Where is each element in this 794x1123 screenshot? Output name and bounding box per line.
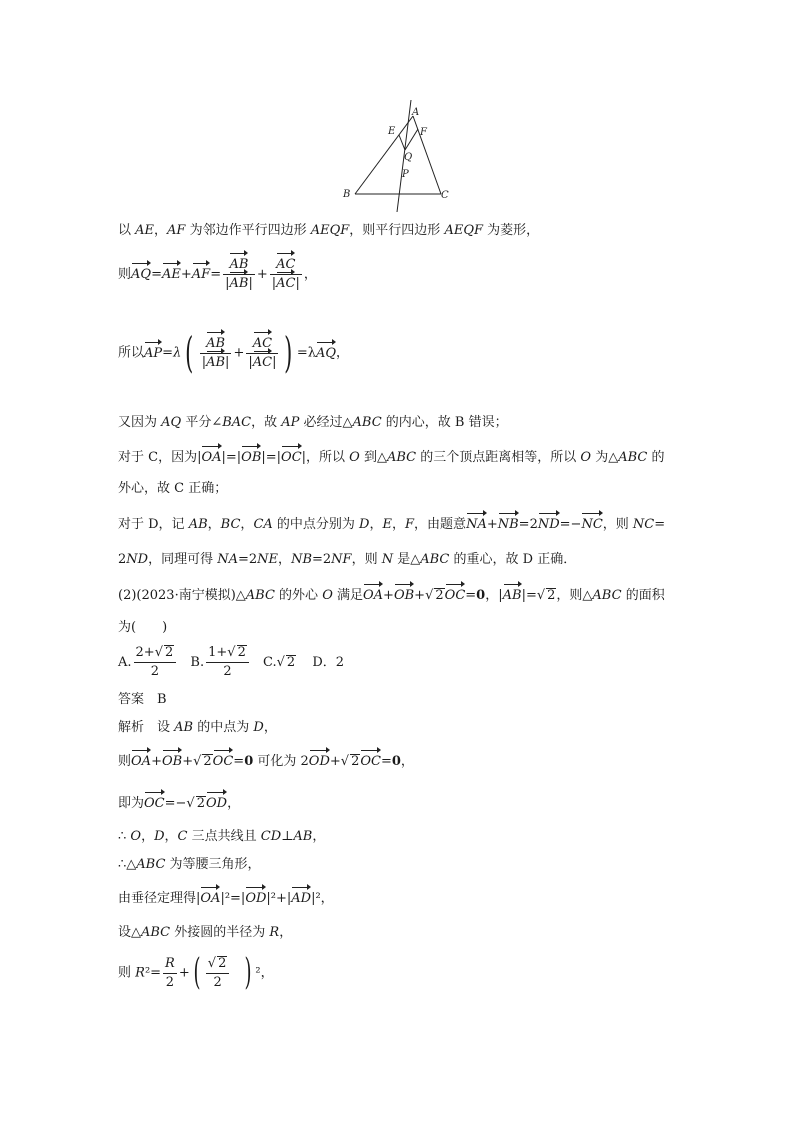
edge-eq — [399, 135, 405, 150]
side-ac — [413, 116, 441, 194]
option-b[interactable]: B. $\frac{1+√ 2}{2}$ — [190, 655, 250, 670]
label-e: E — [388, 126, 396, 137]
solution-line-3: 即为OC=−√ 2OD， — [118, 796, 241, 811]
solution-line-7: 设△ABC 外接圆的半径为 R， — [118, 925, 293, 940]
line-8: 2ND，同理可得 NA=2NE，NB=2NF，则 N 是△ABC 的重心，故 D 正确． — [118, 552, 577, 567]
solution-line-4: ∴ O，D，C 三点共线且 CD⊥AB， — [118, 829, 326, 844]
option-d[interactable]: D．2 — [312, 655, 345, 670]
fraction-ac: $\frac{AC}{|AC|}$ — [271, 257, 300, 291]
answer-line: 答案 B — [118, 692, 167, 707]
line-6: 外心，故 C 正确； — [118, 481, 228, 496]
label-q: Q — [404, 152, 413, 163]
label-f: F — [420, 127, 427, 138]
solution-line-1: 解析 设 AB 的中点为 D， — [118, 720, 277, 735]
label-a: A — [412, 107, 420, 118]
line-2-equation: 则AQ=AE+AF= $\frac{AB}{|AB|}$ + $\frac{AC}{|AC|}$ ， — [118, 257, 317, 291]
line-1: 以 AE，AF 为邻边作平行四边形 AEQF，则平行四边形 AEQF 为菱形， — [118, 223, 540, 238]
line-5: 对于 C，因为|OA|=|OB|=|OC|，所以 O 到△ABC 的三个顶点距离相等，所以 O 为△ABC 的 — [118, 450, 665, 465]
label-c: C — [441, 190, 449, 201]
solution-line-2: 则OA+OB+√ 2OC=0 可化为 2OD+√ 2OC=0， — [118, 754, 414, 769]
question-stem: (2)(2023·南宁模拟)△ABC 的外心 O 满足OA+OB+√ 2OC=0，|AB|=√ 2，则△ABC 的面积 — [118, 588, 665, 603]
fraction-ab: $\frac{AB}{|AB|}$ — [225, 257, 253, 291]
option-a[interactable]: A. $\frac{2+√ 2}{2}$ — [118, 655, 178, 670]
triangle-figure — [340, 98, 460, 216]
line-4: 又因为 AQ 平分∠BAC，故 AP 必经过△ABC 的内心，故 B 错误； — [118, 415, 508, 430]
solution-line-6: 由垂径定理得|OA|²=|OD|²+|AD|²， — [118, 891, 334, 906]
line-7: 对于 D，记 AB，BC，CA 的中点分别为 D，E，F，由题意NA+NB=2ND=−NC，则 NC= — [118, 517, 666, 532]
label-b: B — [343, 189, 351, 200]
line-3-equation: 所以AP=λ( $\frac{AB}{|AB|}$ + $\frac{AC}{|AC|}$ ) =λAQ， — [118, 328, 350, 377]
solution-line-8: 则 R²= $\frac{R}{2}$ +( $\frac{√ 2}{2}$ ) ²， — [118, 952, 274, 993]
options-row — [118, 644, 344, 681]
label-p: P — [402, 169, 409, 180]
question-paren: 为( ) — [118, 620, 168, 635]
option-c[interactable]: C.√ 2 — [263, 655, 296, 670]
solution-line-5: ∴△ABC 为等腰三角形， — [118, 857, 261, 872]
